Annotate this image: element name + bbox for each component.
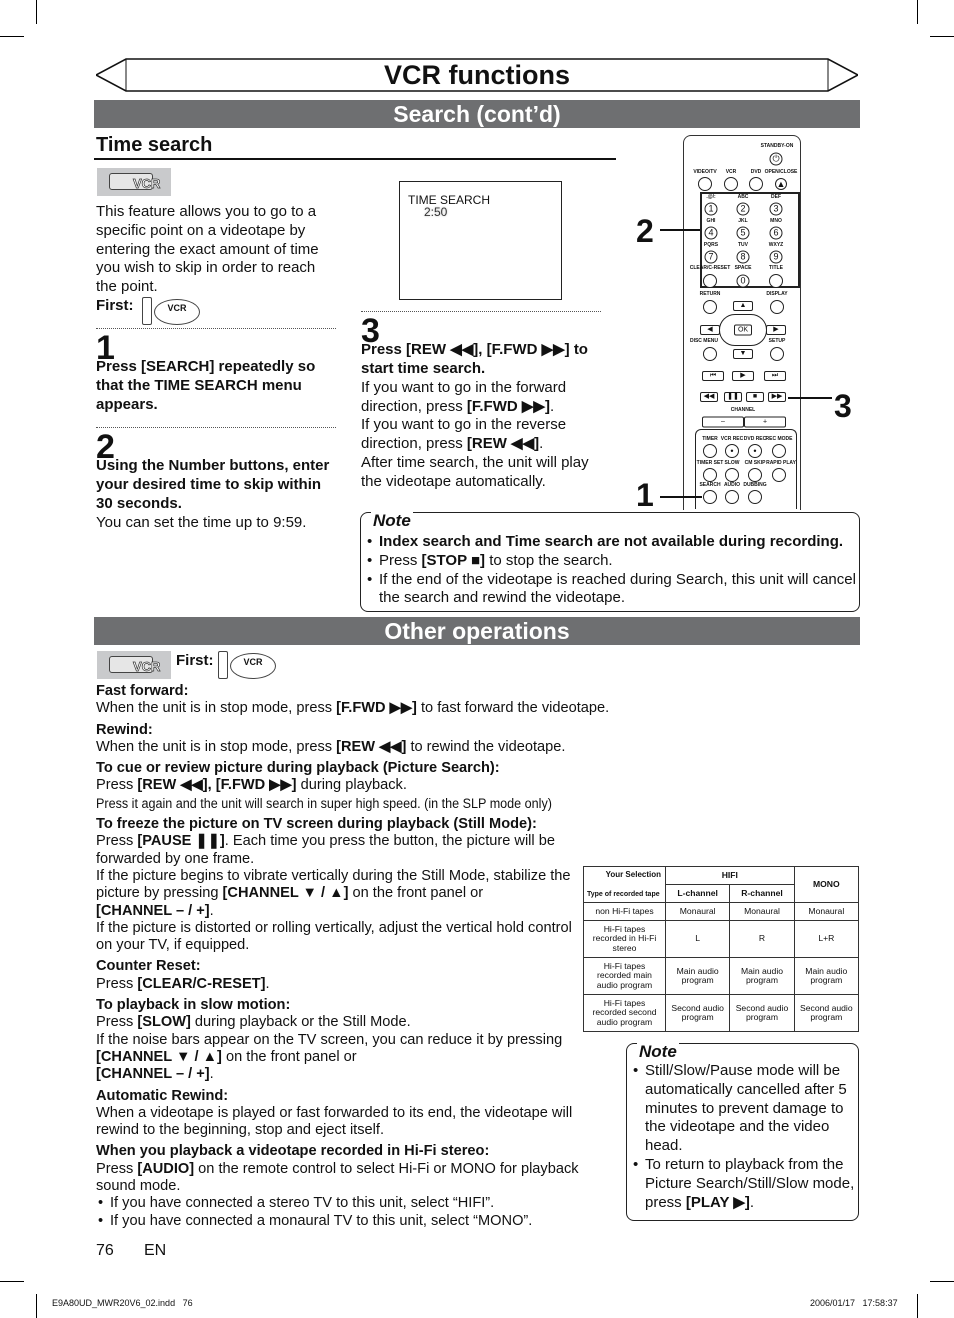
clear-button (703, 274, 717, 288)
note-list (365, 533, 857, 608)
operation-text (96, 700, 616, 717)
callout-line (660, 496, 702, 498)
remote-label-vcr: VCR (725, 169, 737, 175)
note-list (631, 1062, 855, 1212)
operation-block (96, 1088, 616, 1140)
operation-small-note: Press it again and the unit will search in super high speed. (in the SLP mode only) (96, 795, 552, 811)
operation-heading: To freeze the picture on TV screen during playback (Still Mode): (96, 816, 537, 833)
rec-mode-button (772, 444, 786, 458)
text: If the noise bars appear on the TV screen, you can reduce it by pressing (96, 1031, 563, 1048)
print-timestamp: 2006/01/17 17:58:37 (810, 1298, 898, 1308)
operation-block (96, 1143, 616, 1229)
text: If the picture begins to vibrate vertically during the Still Mode, stabilize the picture by pressing (96, 867, 571, 902)
slow-button (725, 468, 739, 482)
remote-label-rec-mode: REC MODE (765, 436, 793, 442)
note-text: to stop the search. (485, 551, 613, 569)
crop-mark (0, 1281, 24, 1282)
page-title-banner (96, 58, 858, 92)
number-button-8: 8 (737, 251, 750, 264)
remote-label--: .@/: (706, 194, 716, 200)
step-3-number: 3 (361, 312, 380, 350)
remote-label-return: RETURN (699, 291, 721, 297)
number-button-7: 7 (705, 251, 718, 264)
table-cell: Main audio program (794, 958, 858, 995)
table-cell: Main audio program (730, 958, 794, 995)
step-2-text: Using the Number buttons, enter your desired time to skip within 30 seconds. (96, 457, 330, 512)
text: If you want to go in the forward direction, press (361, 379, 567, 415)
key-name: [CHANNEL – / +] (96, 902, 210, 919)
operation-bullet: • If you have connected a monaural TV to this unit, select “MONO”. (96, 1213, 616, 1230)
key-name: [CHANNEL ▼ / ▲] (222, 885, 349, 902)
table-row (584, 958, 859, 995)
note-bold-text: [PLAY ▶] (685, 1193, 750, 1211)
divider (361, 311, 601, 312)
remote-label-pqrs: PQRS (703, 242, 719, 248)
key-name: [F.FWD ▶▶] (336, 700, 417, 717)
remote-label-abc: ABC (737, 194, 749, 200)
table-header-lch: L-channel (666, 885, 730, 903)
callout-3: 3 (834, 388, 852, 424)
vcr-button (724, 177, 738, 191)
remote-label-disc-menu: DISC MENU (689, 338, 719, 344)
text: Press (96, 1160, 138, 1177)
remote-label-timer-set: TIMER SET (696, 460, 724, 466)
crop-mark (36, 1294, 37, 1318)
table-header-hifi: HIFI (666, 867, 795, 885)
setup-button (770, 347, 784, 361)
key-name: [REW ◀◀] (336, 738, 407, 755)
table-cell: Main audio program (666, 958, 730, 995)
remote-label-clear-c-reset: CLEAR/C-RESET (689, 265, 731, 271)
operation-block (96, 997, 616, 1083)
page-title: VCR functions (384, 60, 570, 90)
operation-text (96, 777, 616, 794)
remote-label-dvd-rec: DVD REC (743, 436, 767, 442)
remote-label-setup: SETUP (768, 338, 786, 344)
callout-2: 2 (636, 213, 654, 249)
remote-label-cm-skip: CM SKIP (744, 460, 766, 466)
table-cell: Monaural (794, 903, 858, 921)
vcr-button-label: VCR (230, 653, 276, 679)
text: Press (96, 777, 138, 794)
text: on the front panel or (221, 1048, 357, 1065)
text: . Each time you press the button, the picture will be forwarded by one frame. (96, 833, 555, 867)
cm-skip-button (748, 468, 762, 482)
time-search-intro: This feature allows you to go to a specific point on a videotape by entering the exact amount of time you wish to skip in order to reach the point. (96, 203, 319, 296)
operation-text (96, 903, 576, 920)
table-cell: Second audio program (666, 995, 730, 1032)
vcr-button-icon (142, 297, 202, 327)
note-text: Still/Slow/Pause mode will be automatically cancelled after 5 minutes to prevent damage to the videotape and the video head. (645, 1062, 847, 1155)
table-cell: L (666, 921, 730, 958)
open-close-button: ▲ (776, 179, 786, 189)
crop-mark (930, 36, 954, 37)
step-3-after: After time search, the unit will play the videotape automatically. (361, 454, 589, 490)
note-item (631, 1062, 855, 1156)
disc-menu-button (703, 347, 717, 361)
text: Press (96, 833, 138, 850)
step-3-reverse: If you want to go in the reverse direction, press [REW ◀◀]. (361, 416, 567, 452)
search-button (703, 490, 717, 504)
ok-button: OK (734, 325, 752, 336)
text: during playback or the Still Mode. (190, 1014, 411, 1031)
dvd-button (749, 177, 763, 191)
remote-label-mno: MNO (770, 218, 782, 224)
callout-line (788, 397, 832, 399)
text: . (265, 975, 270, 992)
text: on the remote control to select Hi-Fi or MONO for playback sound mode. (96, 1160, 579, 1195)
key-name: [CLEAR/C-RESET] (137, 975, 266, 992)
remote-label-dvd: DVD (750, 169, 762, 175)
rapid-play-button (772, 468, 786, 482)
corner-top-label: Your Selection (605, 870, 661, 879)
key-name: [SLOW] (137, 1014, 191, 1031)
remote-label-tuv: TUV (738, 242, 748, 248)
remote-label-video-tv: VIDEO/TV (693, 169, 717, 175)
table-cell: Monaural (730, 903, 794, 921)
pause-button: ❚❚ (724, 392, 742, 402)
tv-screen-time-search (399, 181, 562, 300)
right-button: ▶ (766, 325, 786, 335)
table-header-rch: R-channel (730, 885, 794, 903)
note-item (365, 533, 857, 552)
ffwd-key: [F.FWD ▶▶] (466, 397, 550, 415)
number-button-1: 1 (705, 203, 718, 216)
note-item (365, 552, 857, 571)
operation-text (96, 976, 576, 993)
note-title: Note (639, 1042, 677, 1061)
note-bold-text: [STOP ■] (421, 551, 486, 569)
dubbing-button (748, 490, 762, 504)
operation-heading: To cue or review picture during playback (Picture Search): (96, 760, 500, 777)
step-3-text: Press [REW ◀◀], [F.FWD ▶▶] to start time search. (361, 341, 588, 377)
remote-label-wxyz: WXYZ (768, 242, 784, 248)
note-text: If the end of the videotape is reached during Search, this unit will cancel the search and rewind the videotape. (379, 570, 856, 607)
return-button (703, 300, 717, 314)
key-name: [CHANNEL ▼ / ▲] (96, 1048, 222, 1065)
step-1-number: 1 (96, 329, 115, 367)
down-button: ▼ (733, 349, 753, 359)
note-item (365, 571, 857, 609)
remote-label-display: DISPLAY (766, 291, 788, 297)
skip-forward-button: ⏭ (764, 371, 786, 381)
note-text: To return to playback from the Picture Search/Still/Slow mode, press (645, 1155, 855, 1211)
operation-text (96, 1161, 616, 1196)
operation-block (96, 958, 616, 993)
text: to rewind the videotape. (406, 738, 566, 755)
crop-mark (917, 1294, 918, 1318)
step-2-subtext: You can set the time up to 9:59. (96, 514, 307, 531)
operation-text (96, 1032, 576, 1067)
crop-mark (0, 36, 24, 37)
play-button: ▶ (732, 371, 754, 381)
text: When the unit is in stop mode, press (96, 700, 337, 717)
crop-mark (36, 0, 37, 24)
operation-text (96, 1105, 616, 1140)
first-label: First: (176, 652, 214, 669)
time-search-heading: Time search (96, 134, 213, 156)
text: When a videotape is played or fast forwarded to its end, the videotape will rewind to the beginning, stop and eject itself. (96, 1104, 573, 1139)
remote-label-audio: AUDIO (723, 482, 741, 488)
number-button-4: 4 (705, 227, 718, 240)
note-box-other (626, 1043, 859, 1221)
timer-button (703, 444, 717, 458)
vcr-mode-badge (97, 168, 171, 196)
dvd-rec-button: • (748, 444, 762, 458)
vcr-rec-button: • (725, 444, 739, 458)
first-label: First: (96, 297, 134, 314)
operation-heading: Rewind: (96, 721, 153, 738)
title-button (769, 274, 783, 288)
file-name: E9A80UD_MWR20V6_02.indd 76 (52, 1298, 193, 1308)
remote-label-timer: TIMER (702, 436, 718, 442)
operation-heading: When you playback a videotape recorded in Hi-Fi stereo: (96, 1143, 490, 1160)
note-text: . (749, 1193, 755, 1211)
channel-minus-button: – (702, 417, 744, 428)
remote-label-search: SEARCH (699, 482, 721, 488)
operation-heading: To playback in slow motion: (96, 997, 291, 1014)
number-button-3: 3 (770, 203, 783, 216)
section-header-search: Search (cont’d) (94, 100, 860, 128)
other-operations-content (96, 683, 616, 1234)
operation-block (96, 760, 616, 812)
table-cell: R (730, 921, 794, 958)
number-button-6: 6 (770, 227, 783, 240)
table-row-label: non Hi-Fi tapes (584, 903, 666, 921)
table-row-label: Hi-Fi tapes recorded main audio program (584, 958, 666, 995)
vcr-button-icon (218, 651, 278, 681)
table-row-label: Hi-Fi tapes recorded second audio program (584, 995, 666, 1032)
step-2-number: 2 (96, 428, 115, 466)
text: Press (96, 975, 138, 992)
step-1-text: Press [SEARCH] repeatedly so that the TIME SEARCH menu appears. (96, 358, 316, 413)
number-button-9: 9 (770, 251, 783, 264)
key-name: [REW ◀◀], [F.FWD ▶▶] (137, 777, 297, 794)
text: If the picture is distorted or rolling vertically, adjust the vertical hold control on your TV, if equipped. (96, 919, 572, 954)
operation-block (96, 816, 616, 954)
operation-block (96, 683, 616, 718)
text: Press (96, 1014, 138, 1031)
divider (96, 328, 336, 329)
number-button-5: 5 (737, 227, 750, 240)
remote-label-def: DEF (771, 194, 781, 200)
remote-label-ghi: GHI (706, 218, 716, 224)
vcr-button-label: VCR (154, 299, 200, 325)
key-name: [AUDIO] (137, 1160, 195, 1177)
operation-text (96, 920, 576, 955)
operation-heading: Automatic Rewind: (96, 1087, 229, 1104)
stop-button: ■ (746, 392, 764, 402)
skip-back-button: ⏮ (702, 371, 724, 381)
remote-label-open-close: OPEN/CLOSE (764, 169, 798, 175)
rew-button: ◀◀ (700, 392, 718, 402)
number-button-0: 0 (737, 275, 750, 288)
operation-text (96, 868, 576, 903)
operation-bullet: • If you have connected a stereo TV to this unit, select “HIFI”. (96, 1195, 616, 1212)
text: When the unit is in stop mode, press (96, 738, 337, 755)
remote-label-space: SPACE (734, 265, 752, 271)
operation-text (96, 833, 576, 868)
remote-label-standby-on: STANDBY-ON (760, 143, 794, 149)
text: . (209, 902, 214, 919)
crop-mark (917, 0, 918, 24)
step-3-forward: If you want to go in the forward direction, press [F.FWD ▶▶]. (361, 379, 567, 415)
remote-label-rapid-play: RAPID PLAY (766, 460, 796, 466)
badge-label: VCR (133, 659, 161, 674)
number-button-2: 2 (737, 203, 750, 216)
divider (96, 427, 336, 428)
crop-mark (930, 1281, 954, 1282)
page-number: 76 (96, 1242, 114, 1259)
table-row (584, 995, 859, 1032)
screen-time-value: 2:50 (424, 205, 448, 219)
remote-label-slow: SLOW (724, 460, 740, 466)
callout-line (660, 229, 700, 231)
remote-label-jkl: JKL (738, 218, 748, 224)
left-button: ◀ (700, 325, 720, 335)
remote-label-title: TITLE (769, 265, 783, 271)
text: . (209, 1066, 214, 1083)
note-box-search (360, 512, 860, 612)
video-tv-button (698, 177, 712, 191)
note-text: Press (379, 551, 422, 569)
ffwd-button: ▶▶ (768, 392, 786, 402)
table-header-row (584, 867, 859, 885)
note-item (631, 1156, 855, 1212)
remote-label-vcr-rec: VCR REC (720, 436, 744, 442)
table-cell: Second audio program (730, 995, 794, 1032)
section-header-other: Other operations (94, 617, 860, 645)
rew-key: [REW ◀◀] (466, 434, 540, 452)
channel-plus-button: + (744, 417, 786, 428)
text: If you want to go in the reverse direction, press (361, 416, 567, 452)
operation-text (96, 1014, 576, 1031)
divider (94, 158, 616, 160)
badge-label: VCR (133, 176, 161, 191)
note-title: Note (373, 511, 411, 530)
table-cell: Second audio program (794, 995, 858, 1032)
operation-text (96, 1066, 576, 1083)
table-row (584, 921, 859, 958)
language-code: EN (144, 1242, 167, 1259)
table-row-label: Hi-Fi tapes recorded in Hi-Fi stereo (584, 921, 666, 958)
callout-1: 1 (636, 477, 654, 513)
remote-label-dubbing: DUBBING (743, 482, 767, 488)
text: on the front panel or (348, 885, 484, 902)
audio-button (725, 490, 739, 504)
table-header-mono: MONO (794, 867, 858, 903)
table-row (584, 903, 859, 921)
screen-title: TIME SEARCH (408, 193, 491, 207)
operation-heading: Fast forward: (96, 683, 189, 699)
audio-output-table (583, 866, 859, 1032)
note-bold-text: Index search and Time search are not available during recording. (379, 533, 844, 550)
operation-heading: Counter Reset: (96, 958, 201, 975)
text: to fast forward the videotape. (416, 700, 610, 717)
table-corner-cell (584, 867, 666, 903)
table-cell: L+R (794, 921, 858, 958)
operation-block (96, 722, 616, 757)
remote-label-channel: CHANNEL (730, 407, 756, 413)
key-name: [PAUSE ❚❚] (137, 833, 225, 850)
table-cell: Monaural (666, 903, 730, 921)
key-name: [CHANNEL – / +] (96, 1066, 210, 1083)
display-button (770, 300, 784, 314)
vcr-mode-badge (97, 651, 171, 679)
corner-bottom-label: Type of recorded tape (587, 890, 660, 898)
power-button: ⏻ (770, 153, 783, 166)
timer-set-button (703, 468, 717, 482)
operation-text (96, 739, 616, 756)
up-button: ▲ (733, 301, 753, 311)
text: during playback. (296, 777, 407, 794)
